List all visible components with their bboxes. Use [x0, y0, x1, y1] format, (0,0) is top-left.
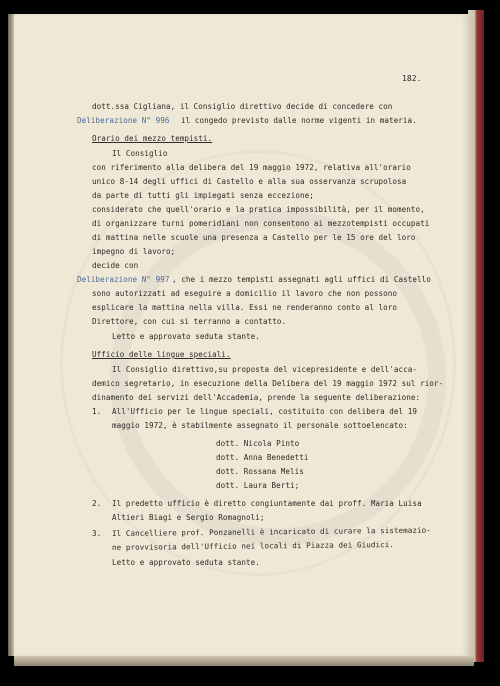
book-right-edge: [468, 10, 484, 662]
staff-name: dott. Anna Benedetti: [216, 453, 309, 462]
text-line: considerato che quell'orario e la pratica impossibilità, per il momento,: [92, 205, 425, 214]
text-line: decide con: [92, 261, 139, 270]
page-number: 182.: [402, 74, 422, 83]
text-line: Il predetto ufficio è diretto congiuntamente dai proff. Maria Luisa: [112, 499, 422, 508]
staff-name: dott. Laura Berti;: [216, 481, 300, 490]
section-heading: Ufficio delle lingue speciali.: [92, 350, 231, 359]
text-line: Letto e approvato seduta stante.: [112, 558, 260, 567]
deliberation-stamp: Deliberazione N° 997: [77, 275, 170, 284]
deliberation-stamp: Deliberazione N° 996: [77, 116, 170, 125]
list-number: 3.: [92, 529, 102, 538]
text-line: con riferimento alla delibera del 19 maggio 1972, relativa all'orario: [92, 163, 411, 172]
list-number: 1.: [92, 407, 102, 416]
text-line: unico 8-14 degli uffici di Castello e alla sua osservanza scrupolosa: [92, 177, 407, 186]
book-bottom-edge: [14, 656, 474, 666]
text-line: impegno di lavoro;: [92, 247, 176, 256]
section-heading: Orario dei mezzo tempisti.: [92, 134, 213, 143]
staff-name: dott. Rossana Melis: [216, 467, 304, 476]
text-line: Direttore, con cui si terranno a contatto.: [92, 317, 287, 326]
text-line: Altieri Biagi e Sergio Romagnoli;: [112, 513, 265, 522]
text-line: dott.ssa Cigliana, il Consiglio direttivo decide di concedere con: [92, 102, 393, 111]
text-line: esplicare la mattina nella villa. Essi ne renderanno conto al loro: [92, 303, 398, 312]
text-line: ne provvisoria dell'Ufficio nei locali di Piazza dei Giudici.: [111, 540, 394, 552]
text-line: il congedo previsto dalle norme vigenti in materia.: [181, 116, 417, 125]
text-line: All'Ufficio per le lingue speciali, costituito con delibera del 19: [112, 407, 418, 416]
text-line: , che i mezzo tempisti assegnati agli uffici di Castello: [172, 275, 431, 284]
text-line: Letto e approvato seduta stante.: [112, 332, 260, 341]
text-line: demico segretario, in esecuzione della Delibera del 19 maggio 1972 sul rior-: [92, 379, 444, 388]
text-line: maggio 1972, è stabilmente assegnato il personale sottoelencato:: [112, 421, 408, 430]
text-line: da parte di tutti gli impiegati senza eccezione;: [92, 191, 314, 200]
text-line: di organizzare turni pomeridiani non consentono ai mezzotempisti occupati: [92, 219, 430, 228]
list-number: 2.: [92, 499, 102, 508]
text-line: Il Consiglio: [112, 149, 168, 158]
text-line: Il Consiglio direttivo,su proposta del vicepresidente e dell'acca-: [112, 365, 418, 374]
text-line: Il Cancelliere prof. Ponzanelli è incaricato di curare la sistemazio-: [111, 525, 431, 538]
staff-name: dott. Nicola Pinto: [216, 439, 300, 448]
text-line: dinamento dei servizi dell'Accademia, prende la seguente deliberazione:: [92, 393, 421, 402]
text-line: di mattina nelle scuole una presenza a Castello per le 15 ore del loro: [92, 233, 416, 242]
text-line: sono autorizzati ad eseguire a domicilio il lavoro che non possono: [92, 289, 398, 298]
